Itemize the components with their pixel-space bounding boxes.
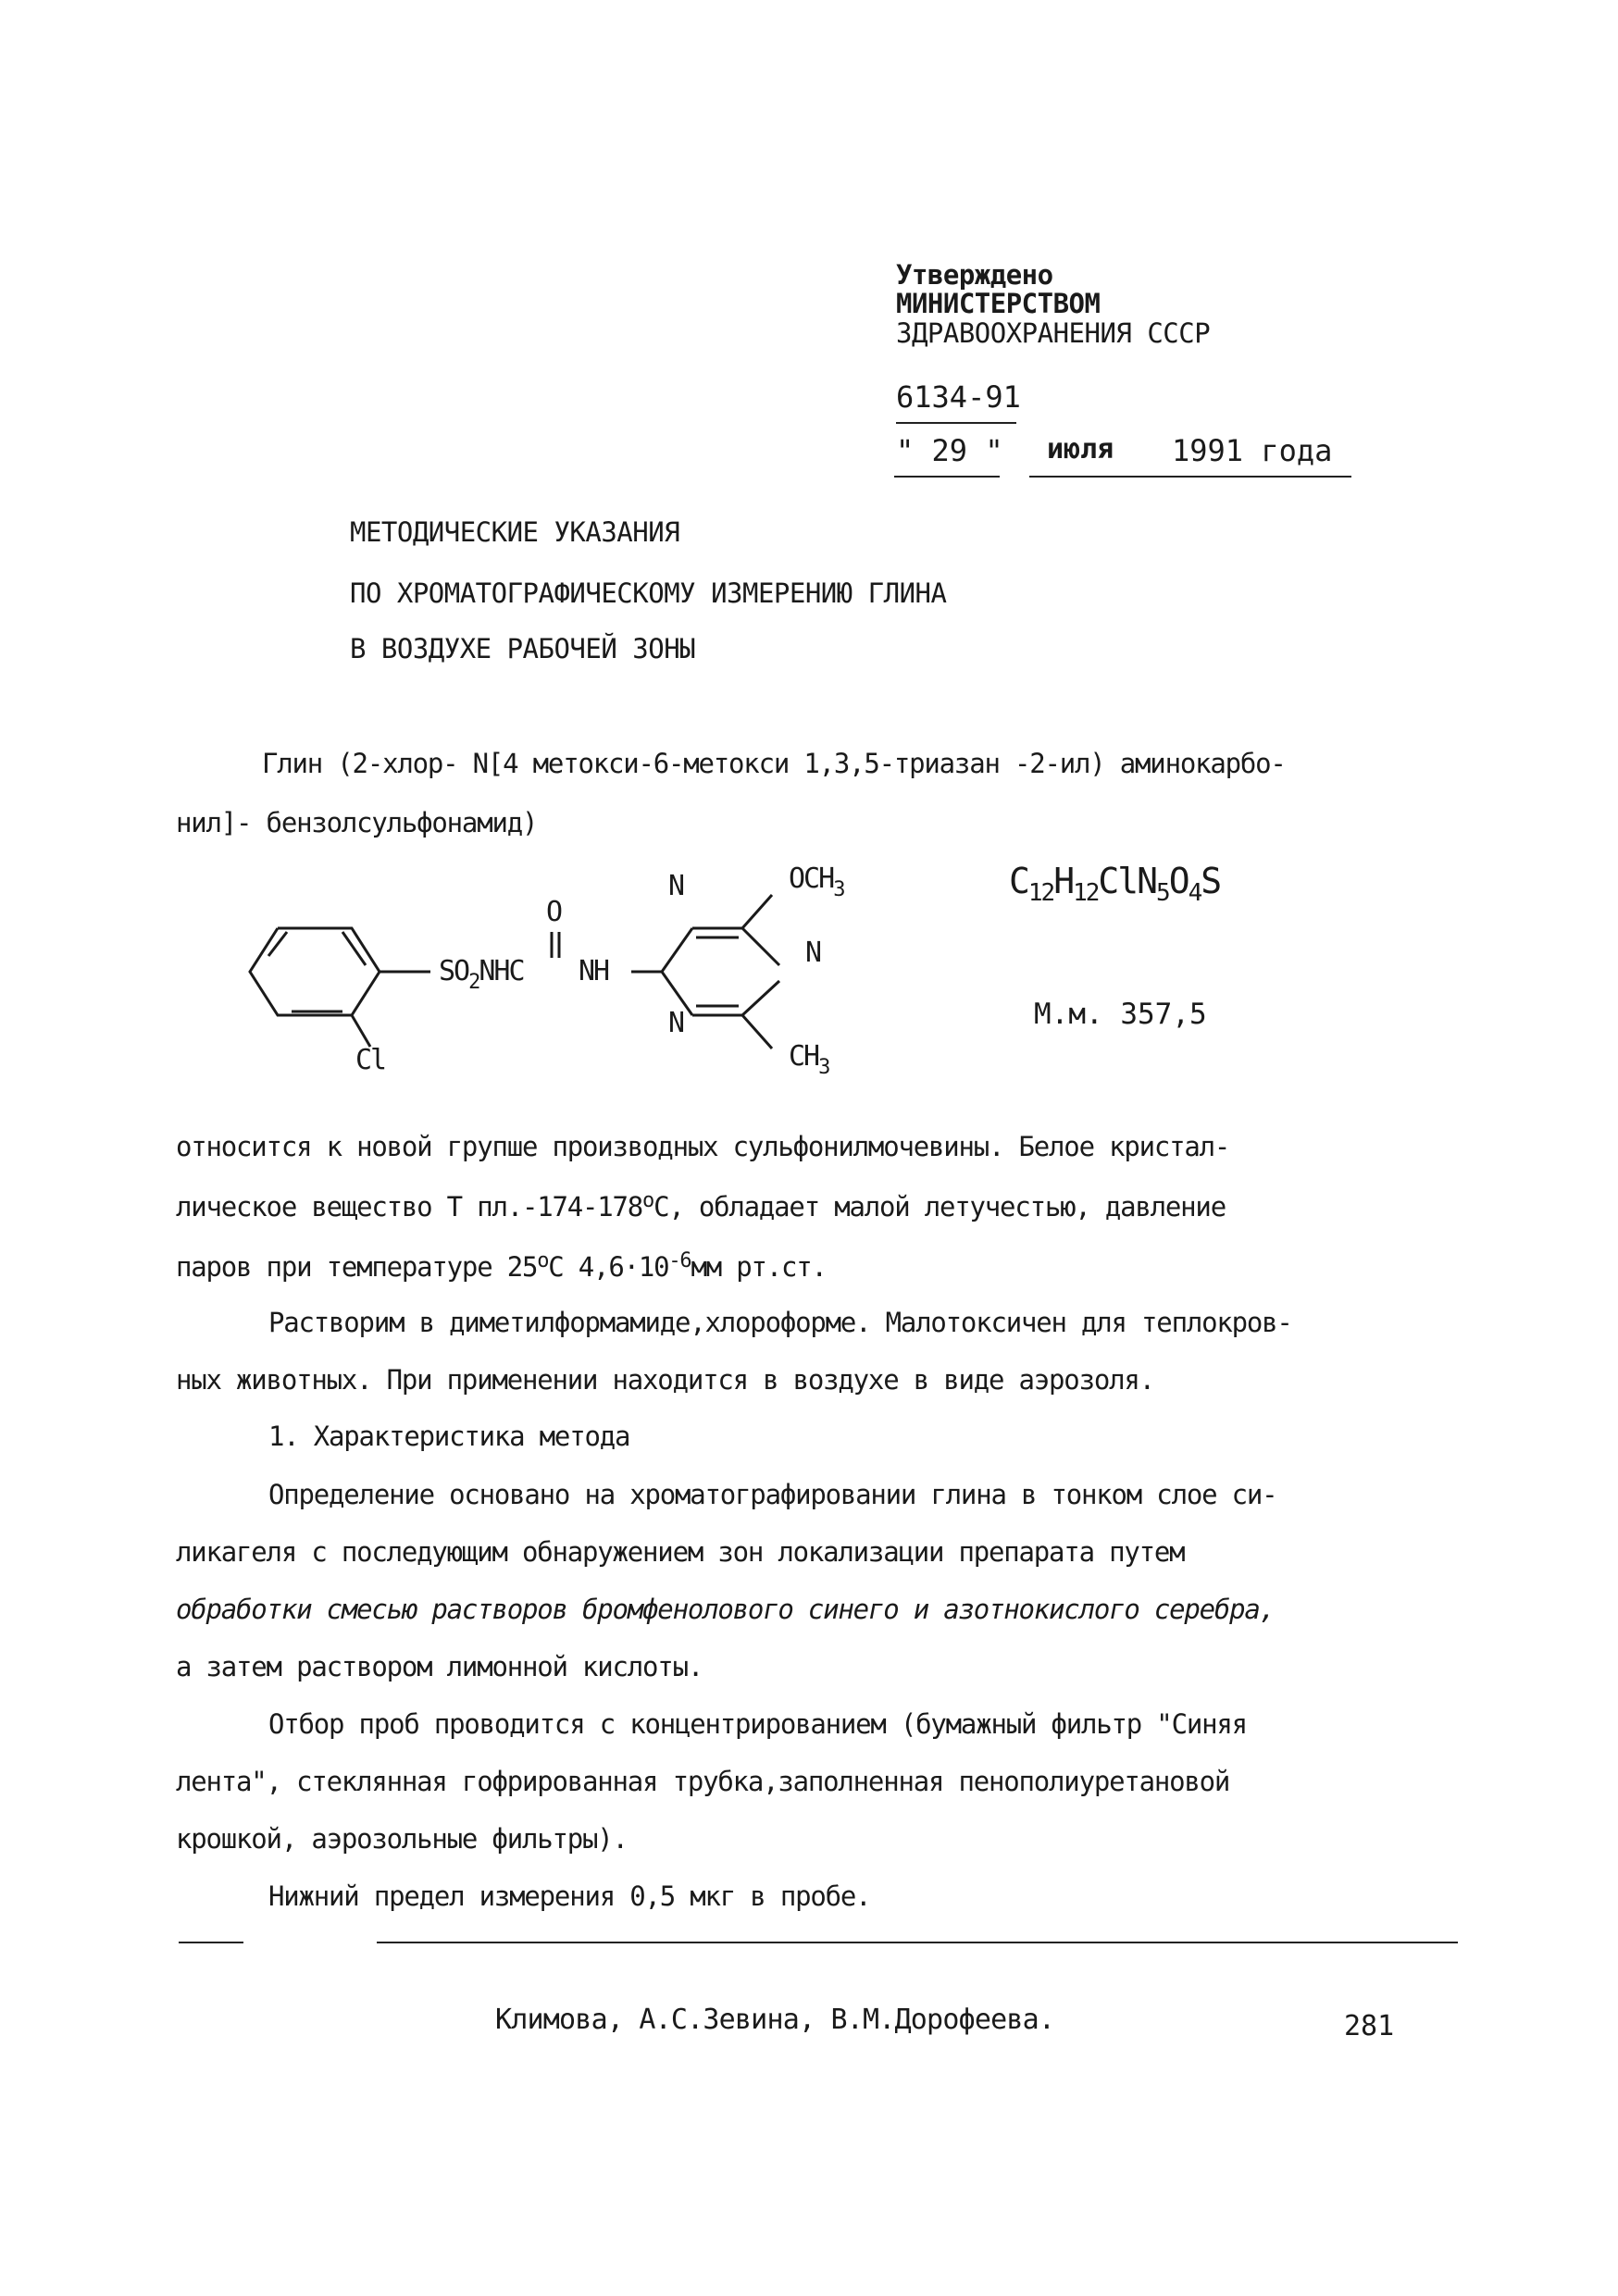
footnote-rule-long <box>377 1942 1458 1943</box>
label-cl: Cl <box>355 1044 386 1076</box>
formula-o-count: 4 <box>1188 879 1201 907</box>
compound-intro-line-2: нил]- бензолсульфонамид) <box>176 807 538 838</box>
date-underline-day <box>894 476 1000 478</box>
formula-c-count: 12 <box>1027 879 1054 907</box>
formula-cln: ClN <box>1098 861 1157 901</box>
label-och3 <box>789 863 843 901</box>
label-nh: NH <box>579 955 609 987</box>
label-ch-sub: 3 <box>818 1056 829 1079</box>
p4-line-1: Отбор проб проводится с концентрированием (бумажный фильтр "Синяя <box>268 1708 1247 1740</box>
doc-number-underline <box>896 422 1016 424</box>
formula-c: C <box>1009 861 1028 901</box>
formula-o: O <box>1168 861 1189 901</box>
formula-s: S <box>1201 861 1221 901</box>
date-month: июля <box>1047 433 1114 465</box>
p1-line-2-text: лическое вещество Т пл.-174-178 <box>176 1191 643 1222</box>
label-ch: CH <box>789 1040 819 1073</box>
footnote-rule-short <box>179 1942 243 1943</box>
label-n-right: N <box>805 937 821 969</box>
compound-intro-line-1: Глин (2-хлор- N[4 метокси-6-метокси 1,3,5-триазан -2-ил) аминокарбо- <box>262 748 1286 779</box>
benzene-ring <box>250 928 380 1015</box>
formula-h: H <box>1053 861 1074 901</box>
date-day: " 29 " <box>896 433 1003 468</box>
approval-line-1: Утверждено <box>896 259 1053 291</box>
p1-line-3-a: паров при температуре 25 <box>176 1251 538 1283</box>
date-year: 1991 года <box>1172 433 1333 468</box>
label-ch3 <box>789 1040 828 1079</box>
p1-line-2-rest: С, обладает малой летучестью, давление <box>653 1191 1226 1222</box>
section-1-heading: 1. Характеристика метода <box>268 1421 630 1452</box>
approval-line-2: МИНИСТЕРСТВОМ <box>896 288 1101 319</box>
p5-line-1: Нижний предел измерения 0,5 мкг в пробе. <box>268 1880 871 1912</box>
p1-line-2 <box>176 1189 1226 1222</box>
molecular-formula <box>1009 861 1220 907</box>
document-number: 6134-91 <box>896 379 1021 415</box>
p2-line-2: ных животных. При применении находится в воздухе в виде аэрозоля. <box>176 1364 1154 1396</box>
p1-line-3-c: мм рт.ст. <box>691 1251 827 1283</box>
label-so: SO <box>439 955 469 987</box>
p4-line-2: лента", стеклянная гофрированная трубка,заполненная пенополиуретановой <box>176 1766 1230 1797</box>
footnote-authors: Климова, А.С.Зевина, В.М.Дорофеева. <box>495 2004 1055 2036</box>
p3-line-3: обработки смесью растворов бромфенолового синего и азотнокислого серебра, <box>176 1594 1275 1625</box>
molar-mass: М.м. 357,5 <box>1034 998 1207 1031</box>
formula-n-count: 5 <box>1156 879 1169 907</box>
p3-line-1: Определение основано на хроматографировании глина в тонком слое си- <box>268 1479 1277 1510</box>
label-n-bottom: N <box>668 1007 684 1039</box>
label-so2nhc <box>439 955 524 994</box>
exponent-sup: -6 <box>668 1249 691 1272</box>
label-so-sub: 2 <box>468 971 479 994</box>
approval-line-3: ЗДРАВООХРАНЕНИЯ СССР <box>896 317 1211 349</box>
title-line-2: ПО ХРОМАТОГРАФИЧЕСКОМУ ИЗМЕРЕНИЮ ГЛИНА <box>350 577 947 609</box>
p1-line-3-b: С 4,6·10 <box>548 1251 669 1283</box>
page-number: 281 <box>1344 2010 1395 2042</box>
p2-line-1: Растворим в диметилформамиде,хлороформе. Малотоксичен для теплокров- <box>268 1307 1292 1338</box>
label-carbonyl-o: O <box>546 896 562 928</box>
label-och: OCH <box>789 863 834 895</box>
date-underline-month-year <box>1029 476 1351 478</box>
label-och-sub: 3 <box>833 878 844 901</box>
label-nhc: NHC <box>479 955 524 987</box>
p1-line-3 <box>176 1249 827 1283</box>
degree-sup-1: о <box>642 1189 654 1212</box>
label-n-top: N <box>668 870 684 902</box>
title-line-1: МЕТОДИЧЕСКИЕ УКАЗАНИЯ <box>350 516 680 548</box>
p3-line-2: ликагеля с последующим обнаружением зон локализации препарата путем <box>176 1536 1185 1568</box>
formula-h-count: 12 <box>1073 879 1099 907</box>
p4-line-3: крошкой, аэрозольные фильтры). <box>176 1823 628 1855</box>
p3-line-4: а затем раствором лимонной кислоты. <box>176 1651 703 1682</box>
p1-line-1: относится к новой групше производных сульфонилмочевины. Белое кристал- <box>176 1131 1230 1162</box>
title-line-3: В ВОЗДУХЕ РАБОЧЕЙ ЗОНЫ <box>350 633 696 664</box>
degree-sup-2: о <box>537 1249 549 1272</box>
bond-cl <box>352 1015 370 1047</box>
